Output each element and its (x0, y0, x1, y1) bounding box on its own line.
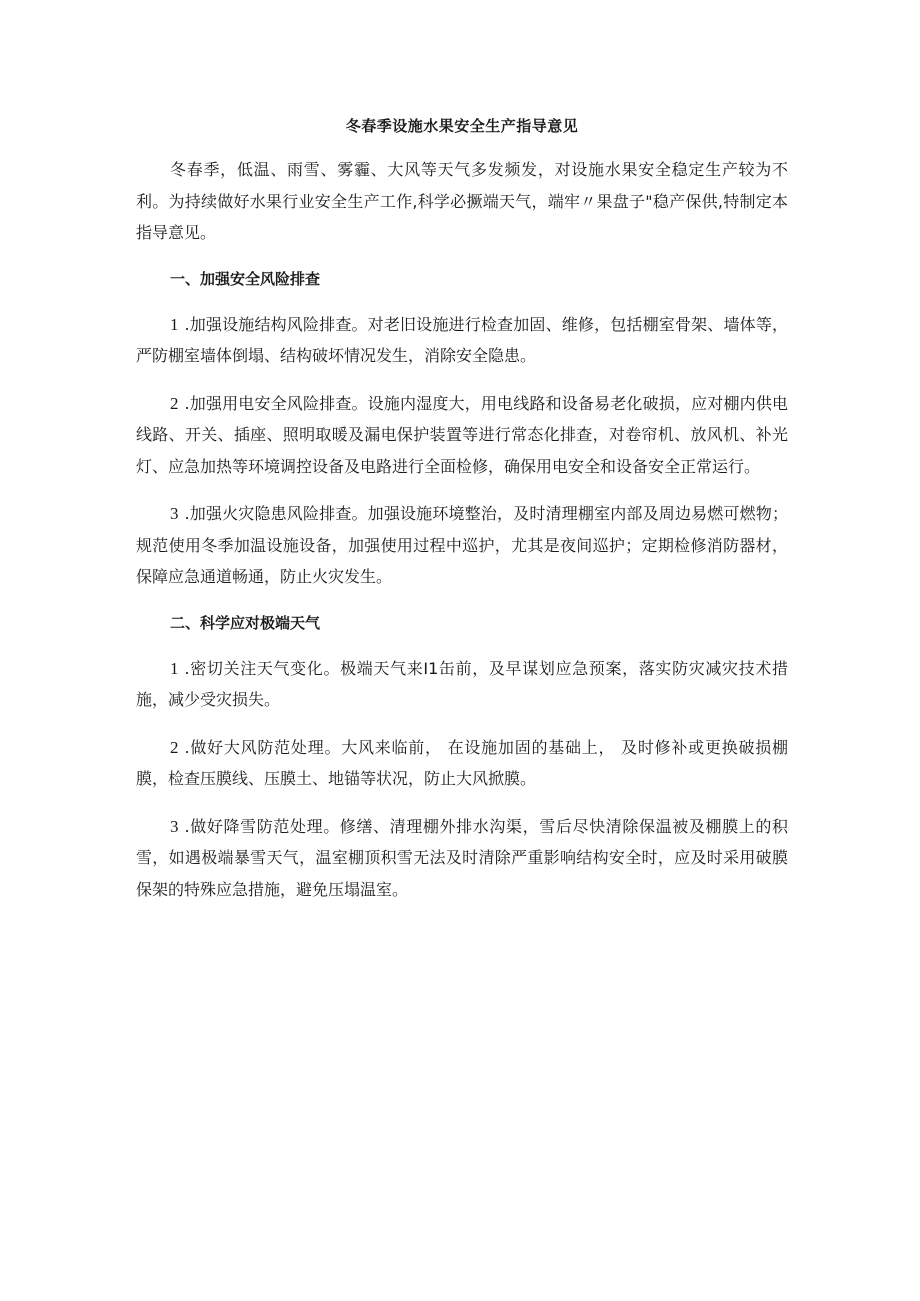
item-text: .做好降雪防范处理。修缮、清理棚外排水沟渠，雪后尽快清除保温被及棚膜上的积雪，如遇极端暴雪天气，温室棚顶积雪无法及时清除严重影响结构安全时，应及时采用破膜保架的特殊应急措施，避免压塌温室。 (136, 816, 788, 899)
document-page (136, 112, 788, 921)
list-item (136, 309, 788, 372)
section-heading: 一、加强安全风险排查 (170, 269, 321, 288)
item-text: .加强火灾隐患风险排查。加强设施环境整治，及时清理棚室内部及周边易燃可燃物；规范使用冬季加温设施设备，加强使用过程中巡护，尤其是夜间巡护；定期检修消防器材，保障应急通道畅通，防止火灾发生。 (136, 504, 788, 586)
list-item (136, 732, 788, 795)
item-number: 1 (170, 658, 179, 678)
list-item (136, 653, 788, 716)
item-text: .加强用电安全风险排查。设施内湿度大，用电线路和设备易老化破损，应对棚内供电线路、开关、插座、照明取暖及漏电保护装置等进行常态化排查，对卷帘机、放风机、补光灯、应急加热等环境调控设备及电路进行全面检修，确保用电安全和设备安全正常运行。 (136, 393, 788, 476)
intro-paragraph: 冬春季，低温、雨雪、雾霾、大风等天气多发频发，对设施水果安全稳定生产较为不利。为持续做好水果行业安全生产工作,科学必撅端天气，端牢〃果盘子"稳产保供,特制定本指导意见。 (136, 160, 788, 242)
item-text: .加强设施结构风险排查。对老旧设施进行检查加固、维修，包括棚室骨架、墙体等，严防棚室墙体倒塌、结构破坏情况发生，消除安全隐患。 (136, 314, 788, 365)
list-item (136, 811, 788, 906)
item-number: 2 (170, 737, 179, 757)
item-text: .密切关注天气变化。极端天气来I1缶前，及早谋划应急预案，落实防灾减灾技术措施，减少受灾损失。 (136, 658, 788, 709)
item-number: 1 (170, 314, 179, 334)
item-text: .做好大风防范处理。大风来临前， 在设施加固的基础上， 及时修补或更换破损棚膜，检查压膜线、压膜土、地锚等状况，防止大风掀膜。 (136, 737, 788, 788)
list-item (136, 498, 788, 593)
section-heading: 二、科学应对极端天气 (170, 613, 321, 632)
item-number: 3 (170, 816, 179, 836)
item-number: 3 (170, 504, 179, 523)
section-1 (136, 265, 788, 593)
item-number: 2 (170, 393, 179, 413)
section-2 (136, 609, 788, 906)
list-item (136, 388, 788, 483)
document-title: 冬春季设施水果安全生产指导意见 (345, 117, 579, 135)
